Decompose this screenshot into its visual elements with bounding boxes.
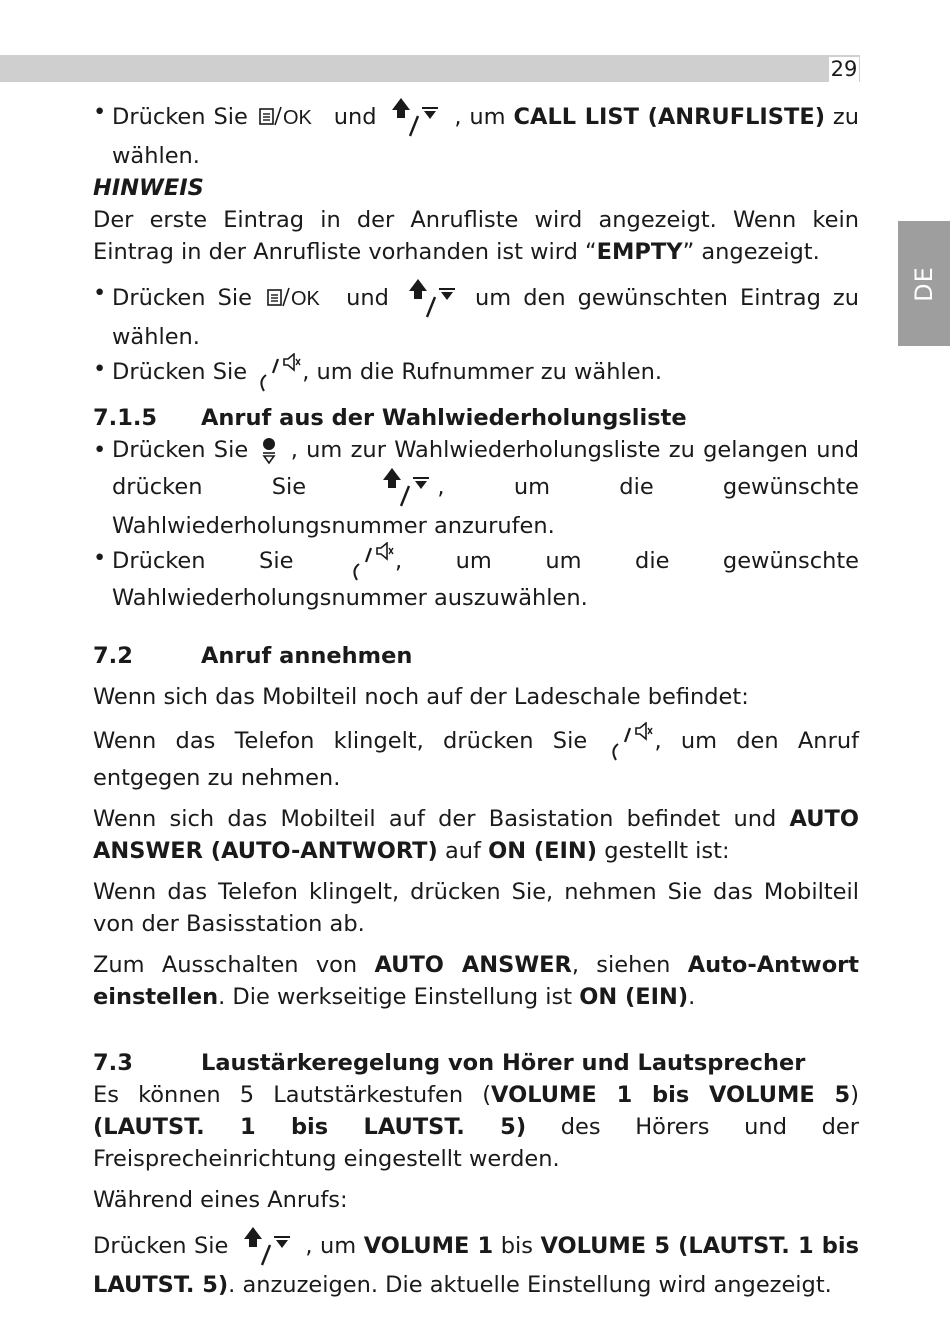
note-text: Der erste Eintrag in der Anrufliste wird angezeigt. Wenn kein Eintrag in der Anrufliste vorhanden ist wird “EMPTY” angezeigt. [93,207,859,265]
talk-speaker-icon [254,353,302,393]
paragraph: Zum Ausschalten von AUTO ANSWER, siehen Auto-Antwort einstellen. Die werkseitige Einstellung ist ON (EIN). [93,952,860,1010]
redial-icon [256,437,282,465]
menu-ok-icon [256,104,326,132]
paragraph: Drücken Sie , um VOLUME 1 bis VOLUME 5 (LAUTST. 1 bis LAUTST. 5). anzuzeigen. Die aktuelle Einstellung wird angezeigt. [93,1225,859,1301]
menu-ok-icon [264,285,334,313]
paragraph: Wenn sich das Mobilteil noch auf der Ladeschale befindet: [93,684,749,710]
instruction-bullet: • Drücken Sie , um zur Wahlwiederholungsliste zu gelangen und drücken Sie , um die gewünschte Wahlwiederholungsnummer anzurufen. [93,434,859,542]
section-heading: 7.3 Laustärkeregelung von Hörer und Lautsprecher [93,1050,806,1076]
paragraph: Wenn das Telefon klingelt, drücken Sie , um den Anruf entgegen zu nehmen. [93,722,859,794]
page-number: 29 [830,57,858,81]
instruction-bullet: • Drücken Sie , um die Rufnummer zu wählen. [93,353,859,393]
talk-speaker-icon [606,722,654,762]
up-down-arrows-icon [375,466,437,510]
up-down-arrows-icon [384,96,446,140]
section-heading: 7.2 Anruf annehmen [93,643,413,669]
instruction-bullet: • Drücken Sie OK und , um CALL LIST (ANRUFLISTE) zu wählen. [93,96,859,172]
header-bar [0,55,860,82]
svg-text:OK: OK [282,106,312,129]
language-tab-label: DE [910,265,938,302]
paragraph: Es können 5 Lautstärkestufen (VOLUME 1 bis VOLUME 5) (LAUTST. 1 bis LAUTST. 5) des Hörers und der Freisprecheinrichtung eingestellt werden. [93,1082,859,1172]
up-down-arrows-icon [236,1225,298,1269]
paragraph: Wenn sich das Mobilteil auf der Basistation befindet und AUTO ANSWER (AUTO-ANTWORT) auf ON (EIN) gestellt ist: [93,806,859,864]
paragraph: Während eines Anrufs: [93,1187,348,1213]
svg-text:OK: OK [291,287,320,310]
document-body [93,96,859,1301]
talk-speaker-icon [347,542,395,582]
paragraph: Wenn das Telefon klingelt, drücken Sie, nehmen Sie das Mobilteil von der Basisstation ab. [93,879,859,937]
instruction-bullet: • Drücken Sie OK und um den gewünschten Eintrag zu wählen. [93,277,859,353]
instruction-bullet: • Drücken Sie , um um die gewünschte Wahlwiederholungsnummer auszuwählen. [93,542,859,614]
up-down-arrows-icon [401,277,463,321]
note-title: HINWEIS [93,175,204,201]
section-heading: 7.1.5 Anruf aus der Wahlwiederholungsliste [93,405,687,431]
language-tab [898,221,950,346]
